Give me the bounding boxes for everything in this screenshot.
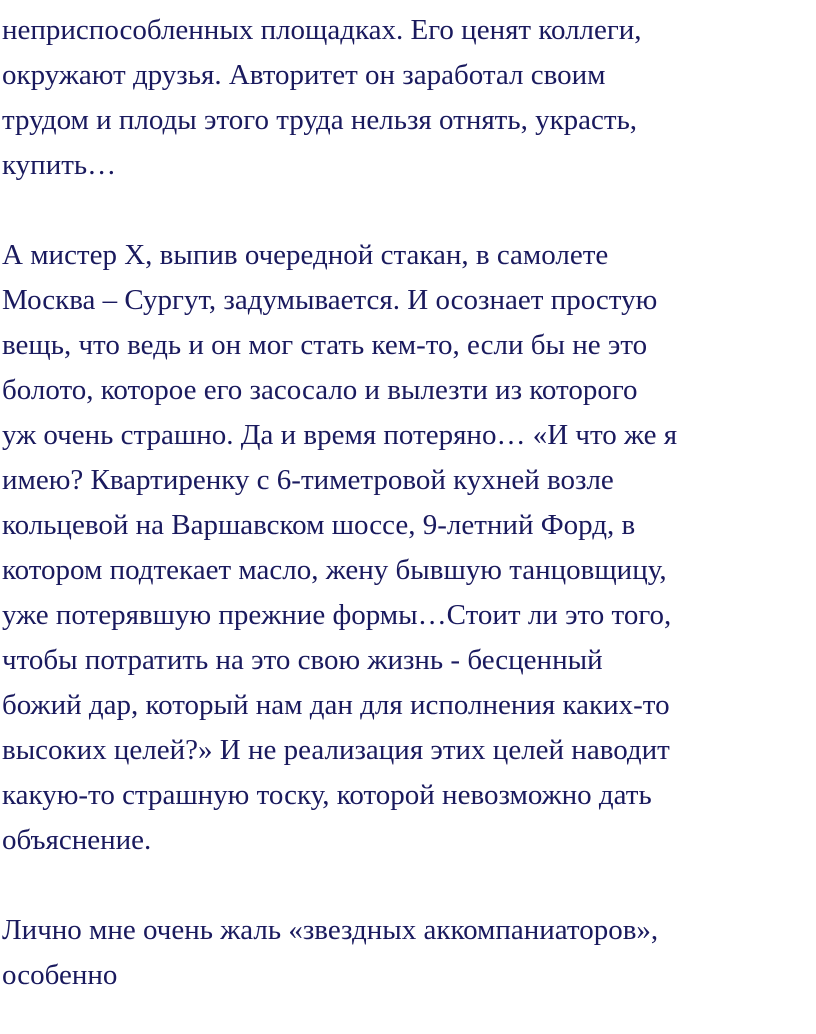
text-line: кольцевой на Варшавском шоссе, 9-летний Форд, в — [2, 509, 636, 541]
text-line: имею? Квартиренку с 6-тиметровой кухней возле — [2, 464, 614, 496]
paragraph-2 — [2, 233, 812, 863]
text-line: болото, которое его засосало и вылезти из которого — [2, 374, 638, 406]
text-line: особенно — [2, 959, 118, 991]
paragraph-gap — [2, 863, 812, 908]
text-line: котором подтекает масло, жену бывшую танцовщицу, — [2, 554, 667, 586]
text-line: объяснение. — [2, 824, 152, 856]
text-line: купить… — [2, 149, 117, 181]
text-line: высоких целей?» И не реализация этих целей наводит — [2, 734, 670, 766]
text-line: Москва – Сургут, задумывается. И осознает простую — [2, 284, 658, 316]
paragraph-gap — [2, 188, 812, 233]
text-line: какую-то страшную тоску, которой невозможно дать — [2, 779, 652, 811]
text-line: неприспособленных площадках. Его ценят коллеги, — [2, 14, 642, 46]
text-line: трудом и плоды этого труда нельзя отнять, украсть, — [2, 104, 638, 136]
text-line: уж очень страшно. Да и время потеряно… «И что же я — [2, 419, 678, 451]
text-line: окружают друзья. Авторитет он заработал своим — [2, 59, 606, 91]
text-line: А мистер Х, выпив очередной стакан, в самолете — [2, 239, 609, 271]
text-line: божий дар, который нам дан для исполнения каких-то — [2, 689, 670, 721]
text-line: чтобы потратить на это свою жизнь - бесценный — [2, 644, 603, 676]
text-line: уже потерявшую прежние формы…Стоит ли это того, — [2, 599, 672, 631]
paragraph-3 — [2, 908, 812, 998]
paragraph-1 — [2, 8, 812, 188]
text-line: Лично мне очень жаль «звездных аккомпаниаторов», — [2, 914, 659, 946]
text-line: вещь, что ведь и он мог стать кем-то, если бы не это — [2, 329, 648, 361]
